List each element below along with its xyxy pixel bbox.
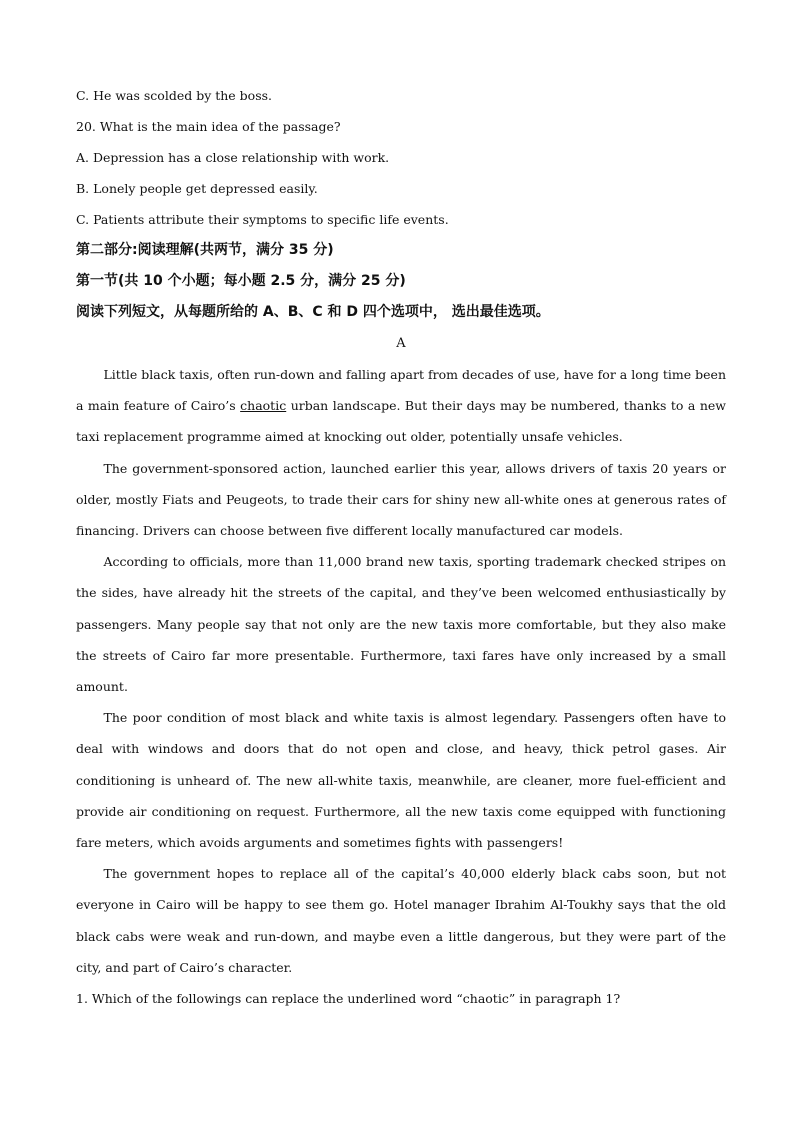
q20-stem: 20. What is the main idea of the passage? — [76, 119, 341, 134]
passage-paragraph-1 — [76, 359, 726, 453]
p1-text-before: Little black taxis, often run-down and falling apart from decades of use, have for a long time been a main feature of Cairo’s — [76, 367, 726, 414]
passage-label: A — [396, 336, 406, 351]
passage-paragraph-2: The government-sponsored action, launched earlier this year, allows drivers of taxis 20 years or older, mostly Fiats and Peugeots, to trade their cars for shiny new all-white ones at generous rates of financing. Drivers can choose between five different locally manufactured car models. — [76, 460, 726, 539]
p1-text-after: urban landscape. But their days may be numbered, thanks to a new taxi replacement programme aimed at knocking out older, potentially unsafe vehicles. — [76, 398, 726, 445]
q20-option-a: A. Depression has a close relationship with work. — [76, 150, 390, 165]
subsection-heading: 第一节(共 10 个小题；每小题 2.5 分，满分 25 分) — [76, 273, 406, 289]
q20-option-c: C. Patients attribute their symptoms to specific life events. — [76, 212, 449, 227]
instruction: 阅读下列短文，从每题所给的 A、B、C 和 D 四个选项中， 选出最佳选项。 — [76, 304, 550, 320]
underlined-word-chaotic: chaotic — [240, 398, 287, 414]
q19-option-c: C. He was scolded by the boss. — [76, 88, 273, 103]
passage-paragraph-3: According to officials, more than 11,000 brand new taxis, sporting trademark checked stripes on the sides, have already hit the streets of the capital, and they’ve been welcomed enthusiastically by passengers. Many people say that not only are the new taxis more comfortable, but they also make the streets of Cairo far more presentable. Furthermore, taxi fares have only increased by a small amount. — [76, 554, 726, 695]
passage-paragraph-5: The government hopes to replace all of the capital’s 40,000 elderly black cabs soon, but not everyone in Cairo will be happy to see them go. Hotel manager Ibrahim Al-Toukhy says that the old black cabs were weak and run-down, and maybe even a little dangerous, but they were part of the city, and part of Cairo’s character. — [76, 866, 726, 975]
q1-stem: 1. Which of the followings can replace the underlined word “chaotic” in paragraph 1? — [76, 991, 621, 1007]
document-page — [76, 80, 726, 1014]
passage-paragraph-4: The poor condition of most black and white taxis is almost legendary. Passengers often have to deal with windows and doors that do not open and close, and heavy, thick petrol gases. Air conditioning is unheard of. The new all-white taxis, meanwhile, are cleaner, more fuel-efficient and provide air conditioning on request. Furthermore, all the new taxis come equipped with functioning fare meters, which avoids arguments and sometimes fights with passengers! — [76, 710, 726, 851]
q20-option-b: B. Lonely people get depressed easily. — [76, 181, 318, 196]
section-heading: 第二部分:阅读理解(共两节，满分 35 分) — [76, 242, 334, 258]
